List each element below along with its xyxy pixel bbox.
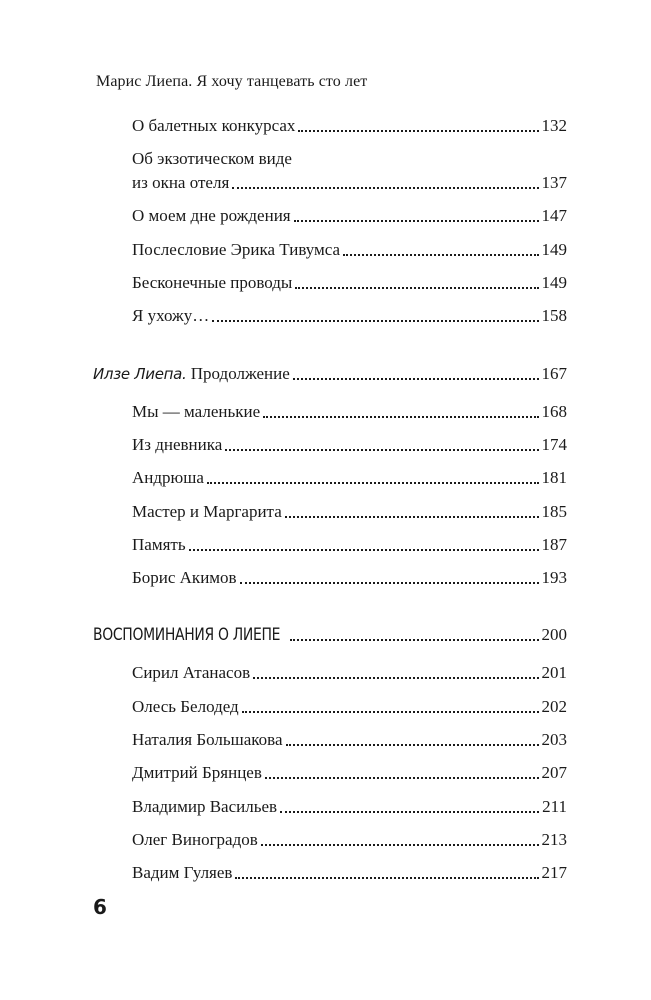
toc-entry[interactable] (132, 762, 567, 784)
leader-dots (189, 548, 539, 551)
toc-section-title (93, 363, 290, 385)
toc-entry-page: 211 (542, 797, 567, 816)
toc-entry[interactable] (132, 501, 567, 523)
toc-entry-page: 132 (541, 116, 567, 135)
leader-dots (263, 415, 538, 418)
toc-entry-page: 168 (541, 402, 567, 421)
leader-dots (212, 319, 538, 322)
leader-dots (294, 219, 539, 222)
toc-entry-title: Борис Акимов (132, 568, 237, 587)
toc-entry-title: О балетных конкурсах (132, 116, 296, 135)
leader-dots (298, 129, 538, 132)
leader-dots (280, 810, 539, 813)
toc-entry-title: Андрюша (132, 468, 204, 487)
toc-section-title (93, 624, 287, 646)
leader-dots (232, 186, 538, 189)
section-heading: ВОСПОМИНАНИЯ О ЛИЕПЕ (93, 625, 281, 645)
toc-entry[interactable] (132, 829, 567, 851)
toc-entry-title: Память (132, 535, 186, 554)
toc-entry-title: из окна отеля (132, 173, 230, 192)
toc-entry-title: Вадим Гуляев (132, 863, 233, 882)
toc-entry-page: 213 (541, 830, 567, 849)
toc-entry[interactable] (132, 696, 567, 718)
toc-entry-page: 149 (541, 240, 567, 259)
toc-entry-page: 149 (541, 273, 567, 292)
toc-entry-title: Мастер и Маргарита (132, 502, 282, 521)
toc-entry[interactable] (132, 434, 567, 456)
toc-entry-page: 185 (541, 502, 567, 521)
toc-entry[interactable] (132, 567, 567, 589)
toc-entry-page: 201 (541, 663, 567, 682)
toc-entry-page: 187 (541, 535, 567, 554)
toc-entry-title: Олег Виноградов (132, 830, 258, 849)
toc-entry-title: Олесь Белодед (132, 697, 239, 716)
toc-entry-page: 207 (541, 763, 567, 782)
toc-section-entry[interactable] (93, 624, 567, 646)
leader-dots (253, 676, 538, 679)
leader-dots (235, 876, 538, 879)
toc-entry[interactable] (132, 729, 567, 751)
toc-entry-title: Я ухожу… (132, 306, 210, 325)
toc-entry[interactable] (132, 205, 567, 227)
toc-entry[interactable] (132, 796, 567, 818)
toc-entry-title-line1: Об экзотическом виде (132, 149, 292, 168)
leader-dots (343, 253, 538, 256)
toc-entry-page: 202 (541, 697, 567, 716)
toc-entry[interactable] (132, 115, 567, 137)
toc-entry-title: Сирил Атанасов (132, 663, 251, 682)
toc-entry-title: Владимир Васильев (132, 797, 278, 816)
section-author: Илзе Лиепа. (93, 365, 187, 383)
leader-dots (261, 843, 539, 846)
leader-dots (225, 448, 538, 451)
toc-entry-title: Послесловие Эрика Тивумса (132, 240, 341, 259)
toc-entry-title: Бесконечные проводы (132, 273, 293, 292)
toc-entry-page: 193 (541, 568, 567, 587)
toc-entry-page: 137 (541, 173, 567, 192)
leader-dots (293, 377, 539, 380)
leader-dots (240, 581, 539, 584)
toc-entry[interactable] (132, 272, 567, 294)
toc-entry-page: 181 (541, 468, 567, 487)
toc-entry-title: Дмитрий Брянцев (132, 763, 262, 782)
toc-entry[interactable] (132, 862, 567, 884)
leader-dots (290, 638, 538, 641)
leader-dots (286, 743, 539, 746)
toc-entry[interactable] (132, 172, 567, 194)
toc-entry[interactable] (132, 534, 567, 556)
toc-entry-page: 203 (541, 730, 567, 749)
toc-entry-page: 167 (541, 364, 567, 383)
toc-section-entry[interactable] (93, 363, 567, 385)
leader-dots (207, 481, 539, 484)
toc-entry-page: 217 (541, 863, 567, 882)
toc-entry-page: 147 (541, 206, 567, 225)
toc-entry[interactable] (132, 239, 567, 261)
toc-entry[interactable] (132, 305, 567, 327)
running-head: Марис Лиепа. Я хочу танцевать сто лет (96, 73, 368, 90)
toc-entry-title: Мы — маленькие (132, 402, 261, 421)
page-number: 6 (93, 895, 107, 919)
toc-entry-title: О моем дне рождения (132, 206, 291, 225)
toc-entry-page: 200 (541, 625, 567, 644)
leader-dots (242, 710, 539, 713)
toc-entry-page: 174 (541, 435, 567, 454)
leader-dots (285, 515, 539, 518)
toc-entry-page: 158 (541, 306, 567, 325)
section-subtitle: Продолжение (190, 364, 290, 383)
toc-entry-title: Наталия Большакова (132, 730, 283, 749)
toc-entry-title: Из дневника (132, 435, 223, 454)
toc-entry[interactable] (132, 662, 567, 684)
toc-entry[interactable] (132, 467, 567, 489)
toc-entry[interactable] (132, 401, 567, 423)
leader-dots (265, 776, 539, 779)
leader-dots (295, 286, 538, 289)
